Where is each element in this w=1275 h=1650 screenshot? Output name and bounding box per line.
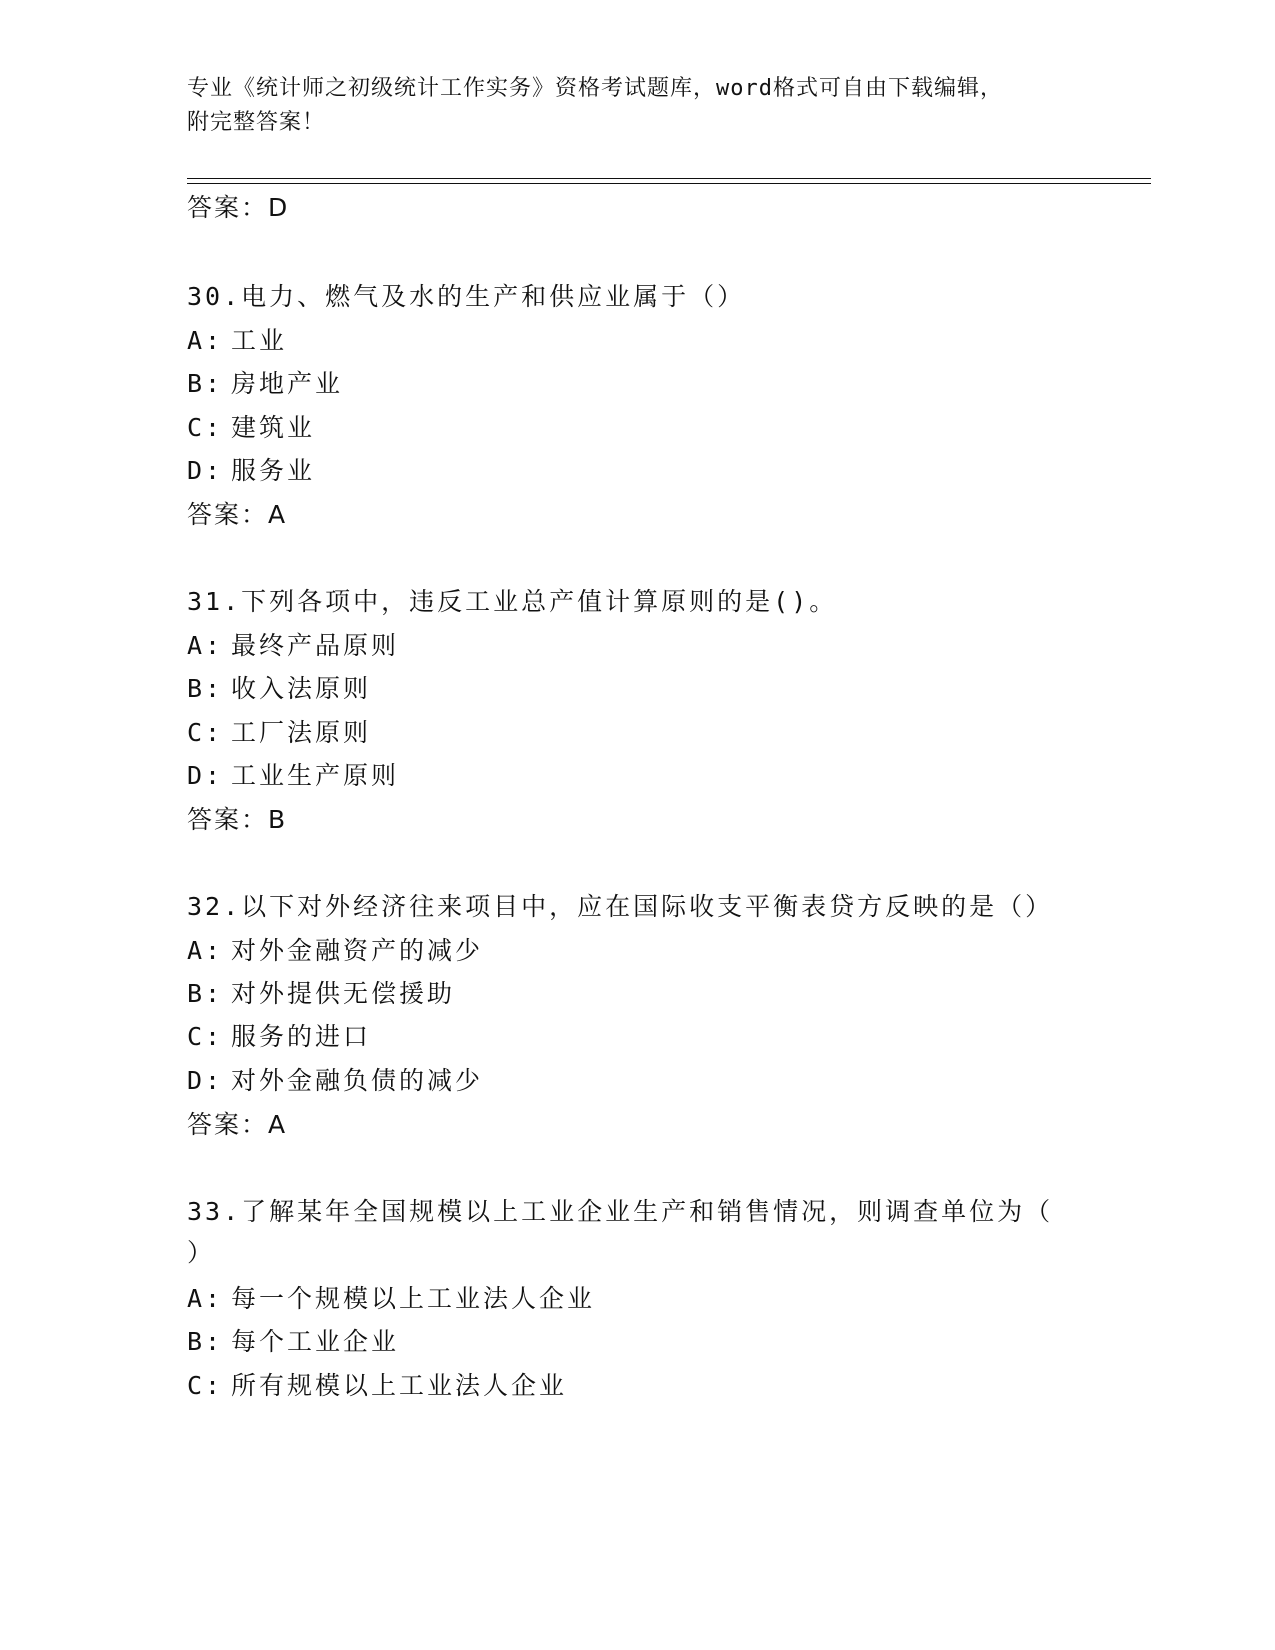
option-text: 每一个规模以上工业法人企业 bbox=[231, 1284, 596, 1313]
question-31-option-d bbox=[187, 758, 399, 794]
question-33-option-a bbox=[187, 1281, 595, 1317]
question-32-option-c bbox=[187, 1019, 371, 1055]
answer-29: 答案：D bbox=[187, 193, 290, 222]
question-33-stem: 33.了解某年全国规模以上工业企业生产和销售情况，则调查单位为（ bbox=[187, 1197, 1054, 1226]
question-30-option-a bbox=[187, 323, 287, 359]
header-line-2: 附完整答案！ bbox=[187, 110, 326, 135]
option-label: C: bbox=[187, 413, 224, 442]
question-33-stem-continuation: ） bbox=[187, 1238, 216, 1267]
option-text: 收入法原则 bbox=[231, 674, 372, 703]
option-text: 对外提供无偿援助 bbox=[231, 979, 456, 1008]
option-label: C: bbox=[187, 1371, 224, 1400]
document-header bbox=[187, 72, 1067, 140]
option-label: B: bbox=[187, 674, 224, 703]
option-label: C: bbox=[187, 718, 224, 747]
question-31-option-a bbox=[187, 628, 399, 664]
option-label: A: bbox=[187, 936, 224, 965]
question-30-option-d bbox=[187, 453, 315, 489]
question-31-option-c bbox=[187, 715, 371, 751]
question-33-option-c bbox=[187, 1368, 567, 1404]
option-label: D: bbox=[187, 761, 224, 790]
option-text: 服务的进口 bbox=[231, 1022, 372, 1051]
question-30-option-c bbox=[187, 410, 315, 446]
option-text: 工业生产原则 bbox=[231, 761, 400, 790]
option-label: A: bbox=[187, 1284, 224, 1313]
header-rule-bottom bbox=[187, 183, 1151, 184]
option-text: 服务业 bbox=[231, 456, 316, 485]
option-text: 房地产业 bbox=[231, 369, 344, 398]
option-label: C: bbox=[187, 1022, 224, 1051]
question-32-option-b bbox=[187, 976, 455, 1012]
option-text: 建筑业 bbox=[231, 413, 316, 442]
question-31-option-b bbox=[187, 671, 371, 707]
header-rule-top bbox=[187, 178, 1151, 179]
question-30-option-b bbox=[187, 366, 343, 402]
header-line-1: 专业《统计师之初级统计工作实务》资格考试题库，word格式可自由下载编辑， bbox=[187, 76, 1003, 101]
question-31-stem: 31.下列各项中，违反工业总产值计算原则的是()。 bbox=[187, 587, 838, 616]
question-30-stem: 30.电力、燃气及水的生产和供应业属于（） bbox=[187, 282, 746, 311]
option-text: 最终产品原则 bbox=[231, 631, 400, 660]
option-label: D: bbox=[187, 456, 224, 485]
option-label: A: bbox=[187, 631, 224, 660]
option-text: 工业 bbox=[231, 326, 288, 355]
question-32-answer: 答案：A bbox=[187, 1110, 288, 1139]
question-31-answer: 答案：B bbox=[187, 805, 288, 834]
option-text: 每个工业企业 bbox=[231, 1327, 400, 1356]
option-label: B: bbox=[187, 369, 224, 398]
question-30-answer: 答案：A bbox=[187, 500, 288, 529]
option-label: D: bbox=[187, 1066, 224, 1095]
option-text: 对外金融资产的减少 bbox=[231, 936, 484, 965]
option-text: 所有规模以上工业法人企业 bbox=[231, 1371, 568, 1400]
option-text: 对外金融负债的减少 bbox=[231, 1066, 484, 1095]
question-32-option-d bbox=[187, 1063, 483, 1099]
option-label: A: bbox=[187, 326, 224, 355]
option-text: 工厂法原则 bbox=[231, 718, 372, 747]
option-label: B: bbox=[187, 1327, 224, 1356]
question-32-option-a bbox=[187, 933, 483, 969]
option-label: B: bbox=[187, 979, 224, 1008]
question-33-option-b bbox=[187, 1324, 399, 1360]
question-32-stem: 32.以下对外经济往来项目中，应在国际收支平衡表贷方反映的是（） bbox=[187, 892, 1054, 921]
